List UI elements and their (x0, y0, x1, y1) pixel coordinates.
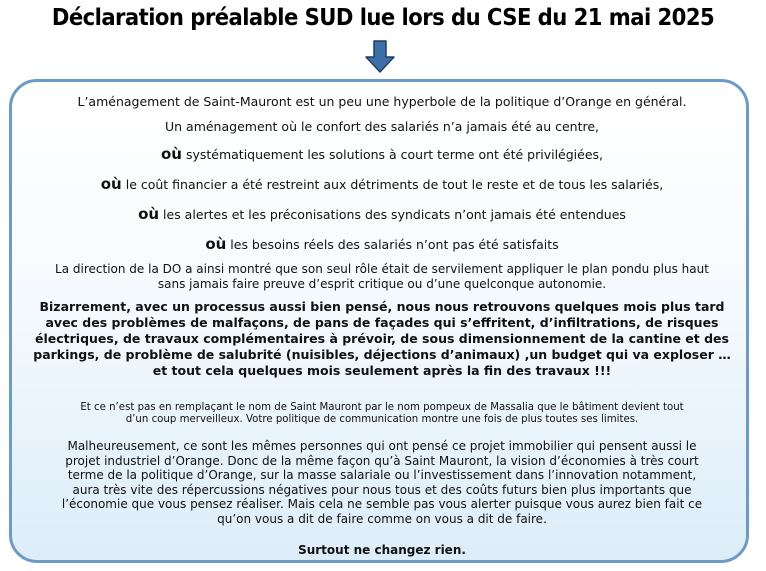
ou-item-text: systématiquement les solutions à court terme ont été privilégiées, (185, 147, 604, 162)
ou-item-1 (12, 147, 752, 162)
ou-item-text: le coût financier a été restreint aux détriments de tout le reste et de tous les salariés, (125, 177, 664, 192)
paragraph-line: sans jamais faire preuve d’esprit critique ou d’une quelconque autonomie. (157, 276, 607, 291)
paragraph-line: Et ce n’est pas en remplaçant le nom de Saint Mauront par le nom pompeux de Massalia que le bâtiment devient tout (80, 402, 684, 413)
paragraph-line: l’économie que vous pensez réaliser. Mais cela ne semble pas vous alerter puisque vous aurez bien fait ce (61, 497, 703, 512)
paragraph-line: terme de la politique d’Orange, sur la masse salariale ou l’investissement dans l’innovation notamment, (67, 468, 697, 483)
ou-item-text: les besoins réels des salariés n’ont pas été satisfaits (230, 237, 559, 252)
ou-word: où (138, 205, 160, 223)
paragraph-line: La direction de la DO a ainsi montré que son seul rôle était de servilement appliquer le plan pondu plus haut (55, 262, 709, 276)
page-title: Déclaration préalable SUD lue lors du CSE du 21 mai 2025 (51, 5, 715, 31)
ou-word: où (160, 145, 182, 163)
paragraph-line: aura très vite des répercussions négatives pour nous tous et des coûts futurs bien plus importants que (72, 482, 692, 497)
malheureusement-paragraph (12, 439, 752, 526)
paragraph-line: et tout cela quelques mois seulement après la fin des travaux !!! (152, 362, 612, 378)
ou-item-3 (12, 207, 752, 222)
paragraph-line: avec des problèmes de malfaçons, de pans de façades qui s’effritent, d’infiltrations, de risques (45, 314, 719, 330)
paragraph-line: Malheureusement, ce sont les mêmes personnes qui ont pensé ce projet immobilier qui pensent aussi le (67, 439, 697, 453)
paragraph-line: d’un coup merveilleux. Votre politique de communication montre une fois de plus toutes ses limites. (125, 414, 639, 426)
ou-item-text: les alertes et les préconisations des syndicats n’ont jamais été entendues (163, 207, 626, 222)
paragraph-line: parkings, de problème de salubrité (nuisibles, déjections d’animaux) ,un budget qui va exploser … (33, 346, 731, 362)
declaration-box (9, 79, 749, 563)
down-arrow-icon (363, 40, 397, 74)
closing-text: Surtout ne changez rien. (298, 543, 466, 557)
ou-word: où (205, 235, 227, 253)
massalia-paragraph (12, 402, 752, 427)
paragraph-line: qu’on vous a dit de faire comme on vous a dit de faire. (217, 511, 547, 526)
paragraph-line: projet industriel d’Orange. Donc de la même façon qu’à Saint Mauront, la vision d’économies à très court (65, 453, 699, 468)
ou-item-4 (12, 237, 752, 252)
intro-text: L’aménagement de Saint-Mauront est un peu une hyperbole de la politique d’Orange en général. (77, 94, 687, 109)
paragraph-line: électriques, de travaux complémentaires à prévoir, de sous dimensionnement de la cantine et des (35, 330, 729, 346)
ou-word: où (100, 175, 122, 193)
paragraph-line: Bizarrement, avec un processus aussi bien pensé, nous nous retrouvons quelques mois plus tard (39, 299, 725, 314)
direction-paragraph (12, 262, 752, 291)
first-item-text: Un aménagement où le confort des salariés n’a jamais été au centre, (164, 119, 599, 134)
bizarrement-paragraph (12, 299, 752, 378)
ou-item-2 (12, 177, 752, 192)
